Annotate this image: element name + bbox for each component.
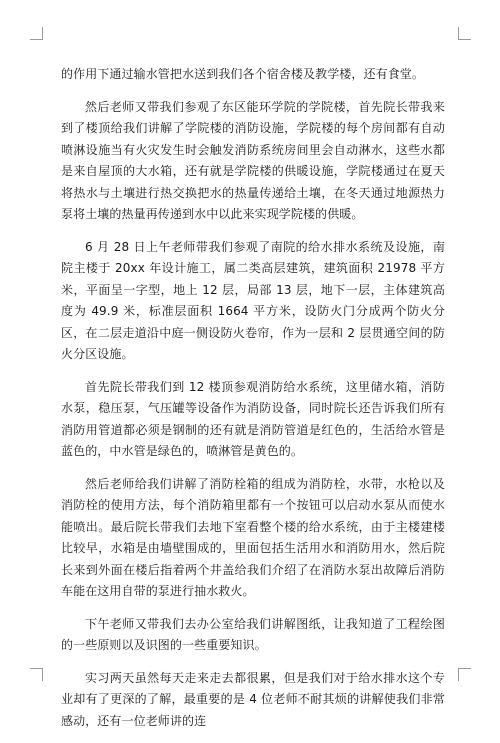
- paragraph-hydrant-box: 然后老师给我们讲解了消防栓箱的组成为消防栓，水带，水枪以及消防栓的使用方法，每个消防箱里都有一个按钮可以启动水泵从而使水能喷出。最后院长带我们去地下室看整个楼的给水系统，由于主楼建楼比较早，水箱是由墙壁围成的，里面包括生活用水和消防用水，然后院长来到外面在楼后指着两个井盖给我们介绍了在消防水泵出故障后消防车能在这用自带的泵进行抽水救火。: [61, 476, 445, 598]
- paragraph-south-campus: 6 月 28 日上午老师带我们参观了南院的给水排水系统及设施，南院主楼于 20xx 年设计施工，属二类高层建筑，建筑面积 21978 平方米，平面呈一字型，地上 12 层，局部 13 层，地下一层，主体建筑高度为 49.9 米，标准层面积 1664 平方米，设防火门分成两个防火分区，在二层走道沿中庭一侧设防火卷帘，作为一层和 2 层贯通空间的防火分区设施。: [61, 239, 445, 361]
- paragraph-summary: 实习两天虽然每天走来走去都很累，但是我们对于给水排水这个专业却有了更深的了解，最重要的是 4 位老师不耐其烦的讲解使我们非常感动，还有一位老师讲的连: [61, 670, 445, 728]
- document-body: [61, 64, 445, 743]
- crop-mark-top-right: [458, 27, 471, 40]
- crop-mark-bottom-left: [30, 668, 43, 681]
- crop-mark-bottom-right: [458, 668, 471, 681]
- paragraph-college-building: 然后老师又带我们参观了东区能环学院的学院楼，首先院长带我来到了楼顶给我们讲解了学院楼的消防设施，学院楼的每个房间都有自动喷淋设施当有火灾发生时会触发消防系统房间里会自动淋水，这些水都是来自屋顶的大水箱，还有就是学院楼的供暖设施，学院楼通过在夏天将热水与土壤进行热交换把水的热量传递给土壤，在冬天通过地源热力泵将土壤的热量再传递到水中以此来实现学院楼的供暖。: [61, 99, 445, 221]
- paragraph-fire-water-system: 首先院长带我们到 12 楼顶参观消防给水系统，这里储水箱，消防水泵，稳压泵，气压罐等设备作为消防设备，同时院长还告诉我们所有消防用管道都必须是钢制的还有就是消防管道是红色的，生活给水管是蓝色的，中水管是绿色的，喷淋管是黄色的。: [61, 379, 445, 458]
- paragraph-continued: 的作用下通过输水管把水送到我们各个宿舍楼及教学楼，还有食堂。: [61, 67, 425, 81]
- paragraph-drawings: 下午老师又带我们去办公室给我们讲解图纸，让我知道了工程绘图的一些原则以及识图的一些重要知识。: [61, 616, 445, 652]
- crop-mark-top-left: [30, 27, 43, 40]
